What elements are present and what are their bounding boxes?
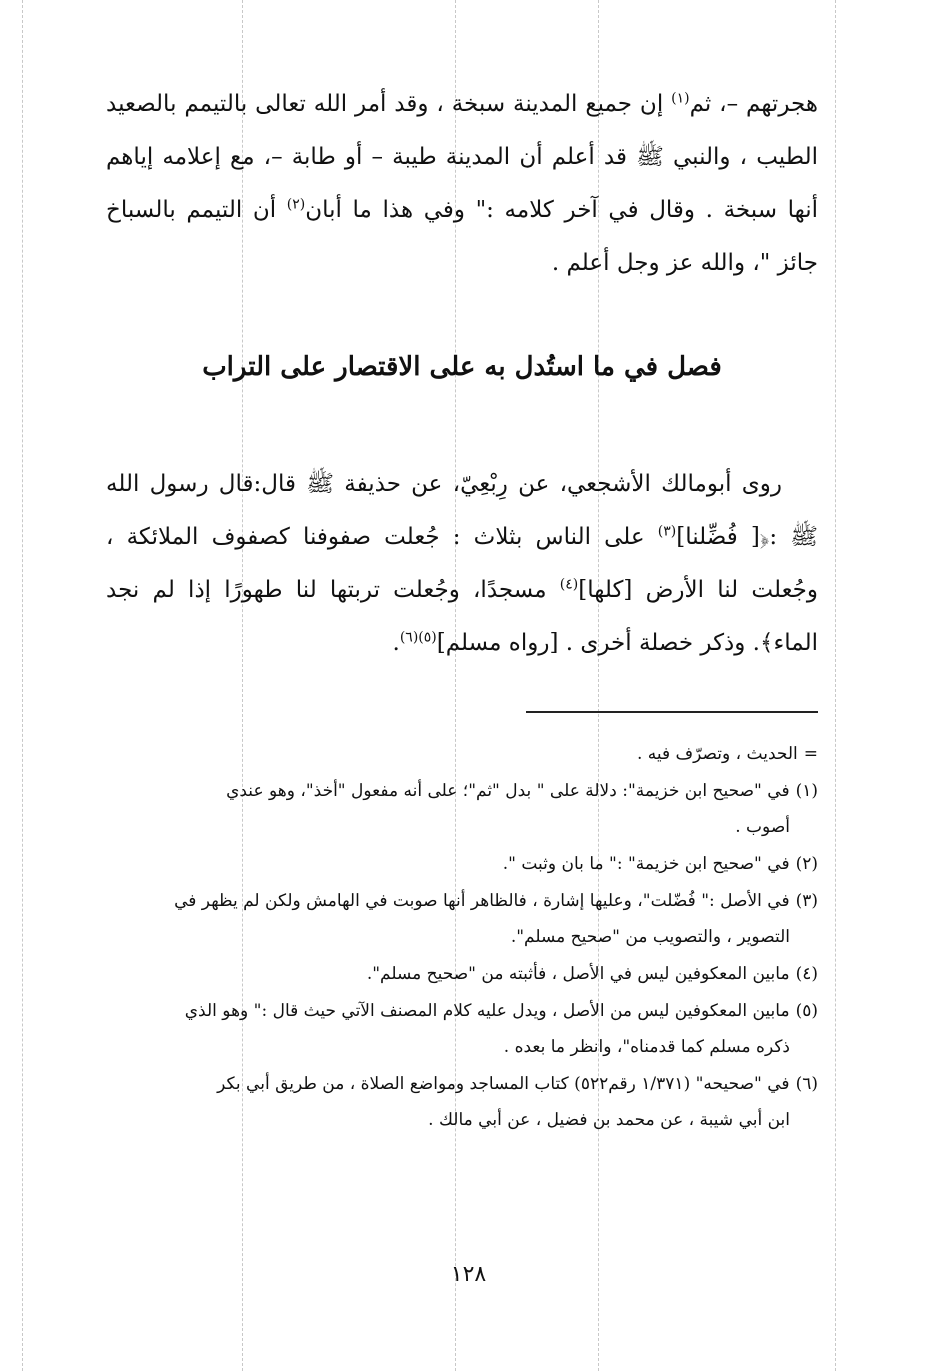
footnote-text: الحديث ، وتصرّف فيه . [636,744,798,764]
text-segment: روى أبومالك الأشجعي، عن رِبْعِيّ، عن حذيفة ﷺ قال:قال رسول الله ﷺ :﴿[ فُضِّلنا] [106,471,819,550]
footnote-item [106,736,818,772]
footnote-number: (١) [795,781,818,801]
section-heading: فصل في ما استُدل به على الاقتصار على التراب [202,352,722,382]
footnote-number: (٥) [795,1001,818,1021]
text-segment: . [392,630,400,656]
footnote-continuation: أصوب . [735,817,790,837]
footnote-item [106,773,818,845]
footnote-number: (٦) [795,1074,818,1094]
footnote-text: في "صحيحه" (١/٣٧١ رقم٥٢٢) كتاب المساجد ومواضع الصلاة ، من طريق أبي بكر [217,1074,790,1094]
footnote-text: في الأصل :" فُضّلت"، وعليها إشارة ، فالظاهر أنها صوبت في الهامش ولكن لم يظهر في [174,891,790,911]
text-segment: على الناس بثلاث : جُعلت صفوفنا كصفوف الملائكة ، وجُعلت لنا الأرض [كلها] [106,524,818,603]
footnote-item [106,1066,818,1138]
footnote-ref: (١) [671,90,690,107]
footnote-separator [526,711,818,713]
footnote-text: في "صحيح ابن خزيمة": دلالة على " بدل "ثم"؛ على أنه مفعول "أخذ"، وهو عندي [226,781,790,801]
page-number: ١٢٨ [450,1262,487,1287]
footnote-text: مابين المعكوفين ليس في الأصل ، فأثبته من "صحيح مسلم". [366,964,790,984]
top-paragraph [106,78,818,290]
footnote-text: في "صحيح ابن خزيمة" :" ما بان وثبت ". [502,854,790,874]
footnote-number: (٢) [795,854,818,874]
footnote-ref: (٣) [657,523,677,540]
text-segment: إن جميع المدينة سبخة ، وقد أمر الله تعالى بالتيمم بالصعيد الطيب ، والنبي ﷺ قد أعلم أن المدينة طيبة – أو طابة –، مع إعلامه إياهم أنها سبخة . وقال في آخر كلامه :" وفي هذا ما أبان [106,91,818,223]
footnote-number: (٣) [795,891,818,911]
footnote-continuation: التصوير ، والتصويب من "صحيح مسلم". [510,927,790,947]
scan-guide-line [22,0,23,1371]
footnote-item [106,993,818,1065]
footnote-item [106,956,818,992]
footnotes [106,736,818,1139]
text-segment: أن التيمم بالسباخ جائز "، والله عز وجل أعلم . [106,197,818,276]
footnote-text: مابين المعكوفين ليس من الأصل ، ويدل عليه كلام المصنف الآتي حيث قال :" وهو الذي [184,1001,790,1021]
footnote-ref: (٤) [559,576,579,593]
footnote-number: (٤) [795,964,818,984]
text-segment: مسجدًا، وجُعلت تربتها لنا طهورًا إذا لم نجد الماء﴾. وذكر خصلة أخرى . [رواه مسلم] [106,577,818,656]
footnote-ref: (٢) [286,196,306,213]
footnote-item [106,846,818,882]
main-paragraph [106,458,818,670]
text-segment: هجرتهم –، ثم [689,91,818,117]
scan-guide-line [835,0,836,1371]
footnote-ref: (٥)(٦) [399,629,437,646]
footnote-continuation: ذكره مسلم كما قدمناه"، وانظر ما بعده . [503,1037,790,1057]
footnote-number: = [803,744,818,764]
footnote-item [106,883,818,955]
footnote-continuation: ابن أبي شيبة ، عن محمد بن فضيل ، عن أبي مالك . [428,1110,790,1130]
